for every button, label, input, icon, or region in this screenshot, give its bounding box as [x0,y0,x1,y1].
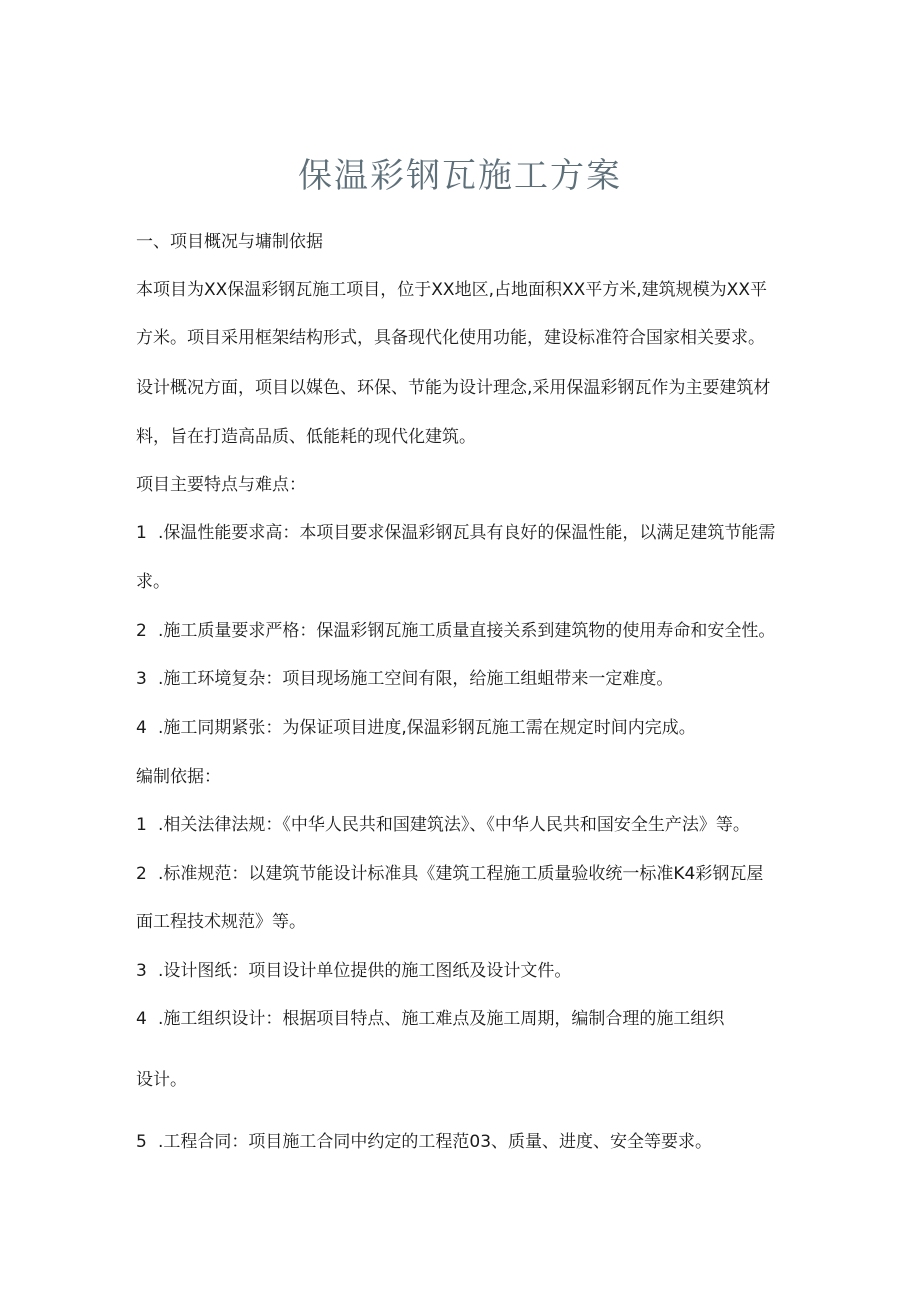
item-text: .相关法律法规：《中华人民共和国建筑法》、《中华人民共和国安全生产法》等。 [158,815,750,835]
item-number: 1 [136,815,147,835]
feature-item [136,619,775,643]
feature-item [136,667,673,691]
item-text: .标准规范：以建筑节能设计标准具《建筑工程施工质量验收统一标准K4彩钢瓦屋 [158,864,764,884]
overview-text-line: 本项目为XX保温彩钢瓦施工项目，位于XX地区,占地面积XX平方米,建筑规模为XX平 [136,280,767,300]
basis-item [136,959,571,983]
basis-item [136,1007,724,1031]
item-number: 3 [136,669,147,689]
item-text: .施工环境复杂：项目现场施工空间有限，给施工组蛆带来一定难度。 [158,669,674,689]
item-number: 2 [136,864,147,884]
item-number: 4 [136,718,147,738]
document-title: 保温彩钢瓦施工方案 [298,156,622,196]
item-number: 3 [136,961,147,981]
item-text: .施工组织设计：根据项目特点、施工难点及施工周期，编制合理的施工组织 [158,1009,725,1029]
features-heading: 项目主要特点与难点： [136,475,306,495]
item-number: 1 [136,523,147,543]
item-text: .施工同期紧张：为保证项目进度,保温彩钢瓦施工需在规定时间内完成。 [158,718,696,738]
item-text: .设计图纸：项目设计单位提供的施工图纸及设计文件。 [158,961,572,981]
basis-item [136,862,763,886]
item-text: .保温性能要求高：本项目要求保温彩钢瓦具有良好的保温性能，以满足建筑节能需 [158,523,776,543]
item-text: .工程合同：项目施工合同中约定的工程范03、质量、进度、安全等要求。 [158,1132,713,1152]
basis-item-continuation: 面工程技术规范》等。 [136,912,306,932]
basis-item-continuation: 设计。 [136,1070,187,1090]
overview-text-line: 方米。项目采用框架结构形式，具备现代化使用功能，建设标准符合国家相关要求。 [136,328,765,348]
section-heading: 一、项目概况与墉制依据 [136,232,323,252]
basis-item [136,813,750,837]
feature-item-continuation: 求。 [136,572,170,592]
feature-item [136,521,775,545]
item-number: 2 [136,621,147,641]
overview-text-line: 设计概况方面，项目以媒色、环保、节能为设计理念,采用保温彩钢瓦作为主要建筑材 [136,378,771,398]
item-text: .施工质量要求严格：保温彩钢瓦施工质量直接关系到建筑物的使用寿命和安全性。 [158,621,776,641]
item-number: 5 [136,1132,147,1152]
basis-heading: 编制依据： [136,767,221,787]
overview-text-line: 料，旨在打造高品质、低能耗的现代化建筑。 [136,427,476,447]
feature-item [136,716,696,740]
basis-item [136,1130,712,1154]
item-number: 4 [136,1009,147,1029]
